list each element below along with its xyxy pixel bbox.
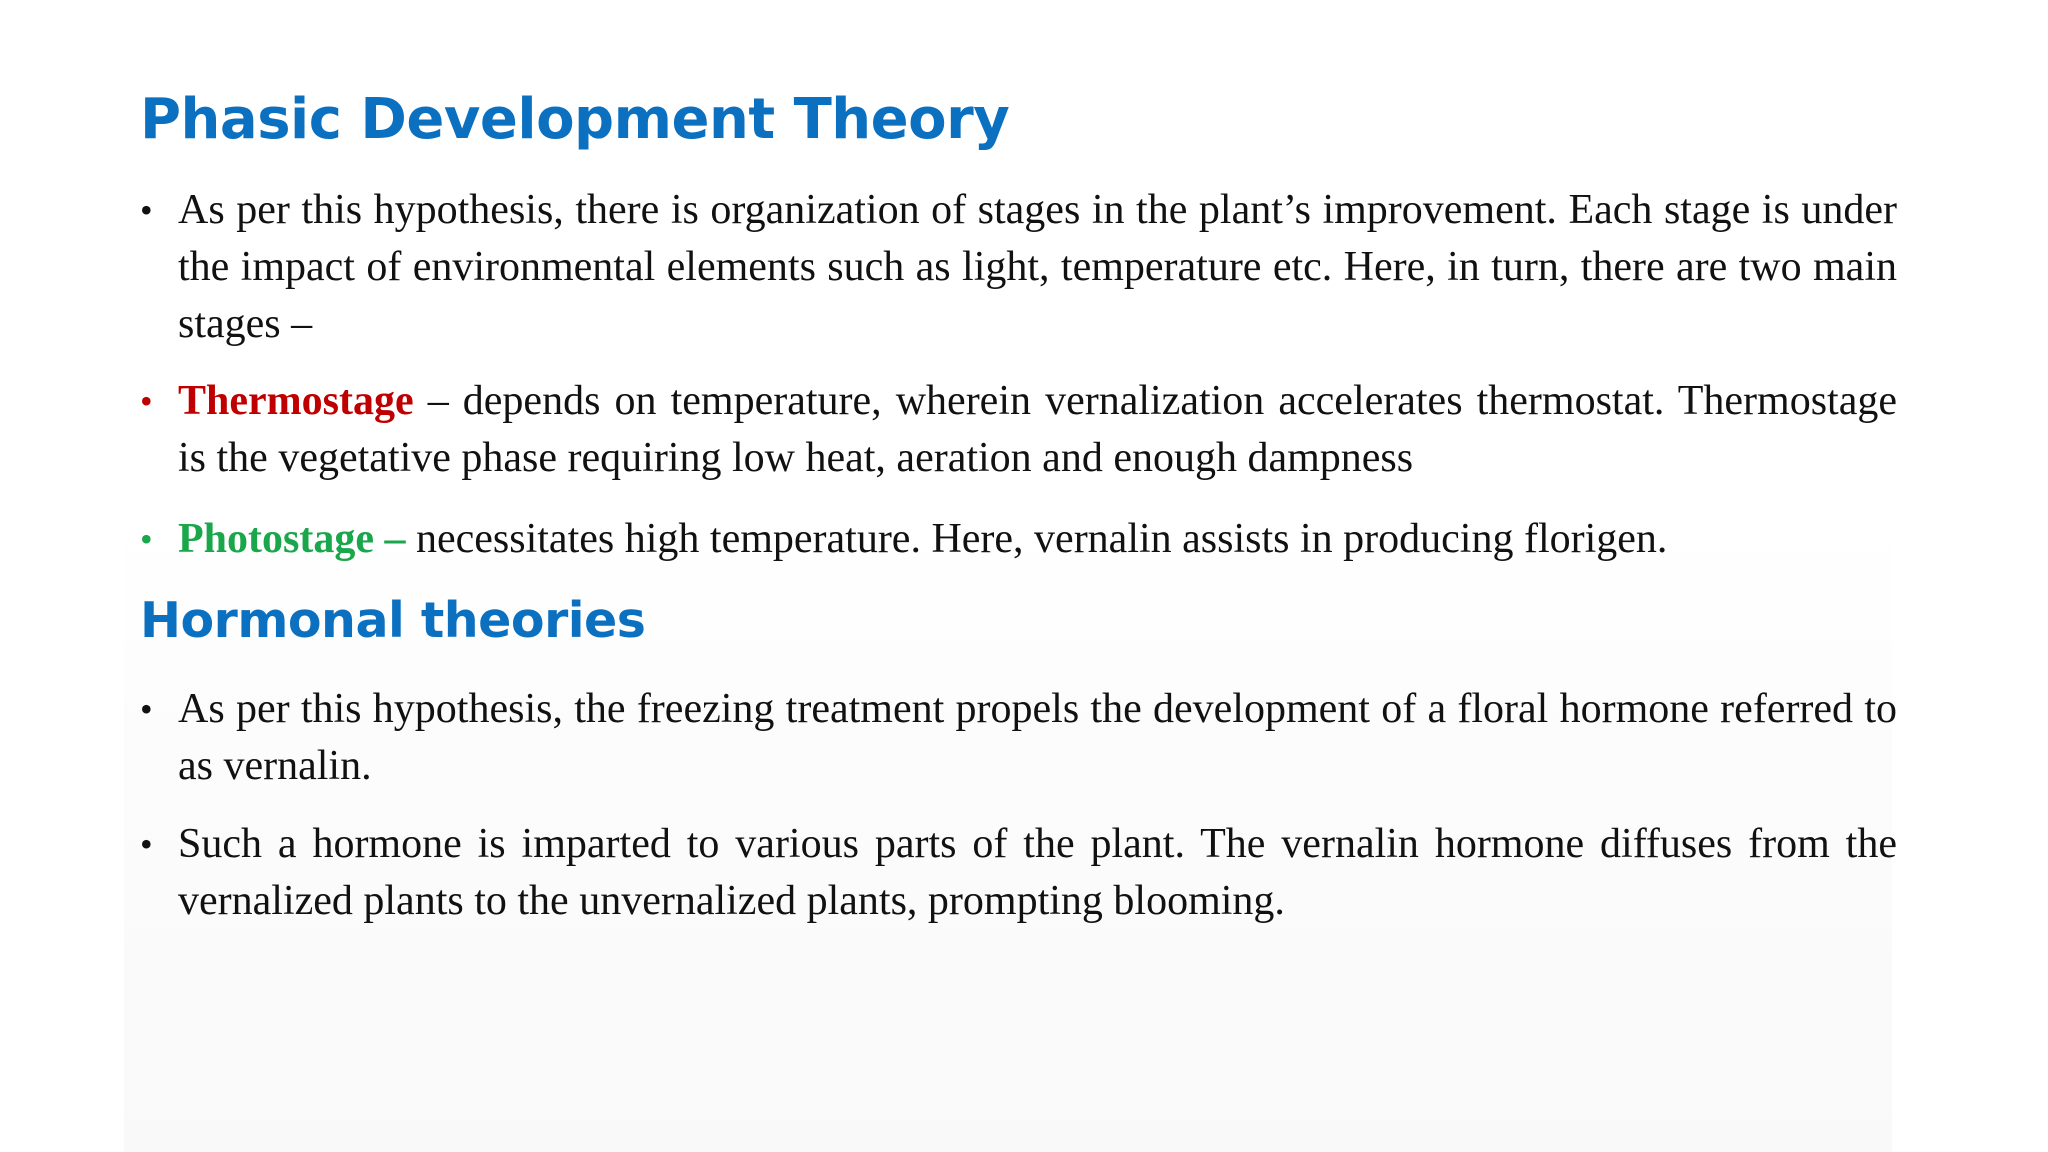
bullet-marker-thermostage: •: [140, 381, 153, 421]
thermostage-description: – depends on temperature, wherein vernalization accelerates thermostat. Thermostage is the vegetative phase requiring low heat, aeration and enough dampness: [178, 378, 1897, 481]
bullet-text-phasic-intro: As per this hypothesis, there is organization of stages in the plant’s improvement. Each stage is under the impact of environmental elements such as light, temperature etc. Here, in turn, there are two main stages –: [178, 187, 1897, 347]
heading-hormonal-theories: Hormonal theories: [140, 592, 646, 649]
bullet-marker: •: [140, 824, 153, 864]
photostage-description: necessitates high temperature. Here, vernalin assists in producing florigen.: [405, 516, 1668, 562]
term-thermostage: Thermostage: [178, 378, 414, 424]
bullet-text-photostage: [178, 511, 1897, 568]
slide-content-panel: [124, 0, 1892, 1152]
bullet-hormonal-diffusion: [140, 816, 1897, 930]
bullet-marker-photostage: •: [140, 519, 153, 559]
bullet-hormonal-freezing: [140, 681, 1897, 795]
bullet-marker: •: [140, 190, 153, 230]
heading-phasic-development-theory: Phasic Development Theory: [140, 87, 1010, 152]
bullet-photostage: [140, 511, 1897, 568]
bullet-text-hormonal-freezing: As per this hypothesis, the freezing treatment propels the development of a floral hormone referred to as vernalin.: [178, 686, 1897, 789]
bullet-marker: •: [140, 689, 153, 729]
bullet-phasic-intro: [140, 182, 1897, 353]
bullet-thermostage: [140, 373, 1897, 487]
term-photostage: Photostage –: [178, 516, 406, 562]
bullet-text-thermostage: [178, 373, 1897, 487]
bullet-text-hormonal-diffusion: Such a hormone is imparted to various parts of the plant. The vernalin hormone diffuses from the vernalized plants to the unvernalized plants, prompting blooming.: [178, 821, 1897, 924]
